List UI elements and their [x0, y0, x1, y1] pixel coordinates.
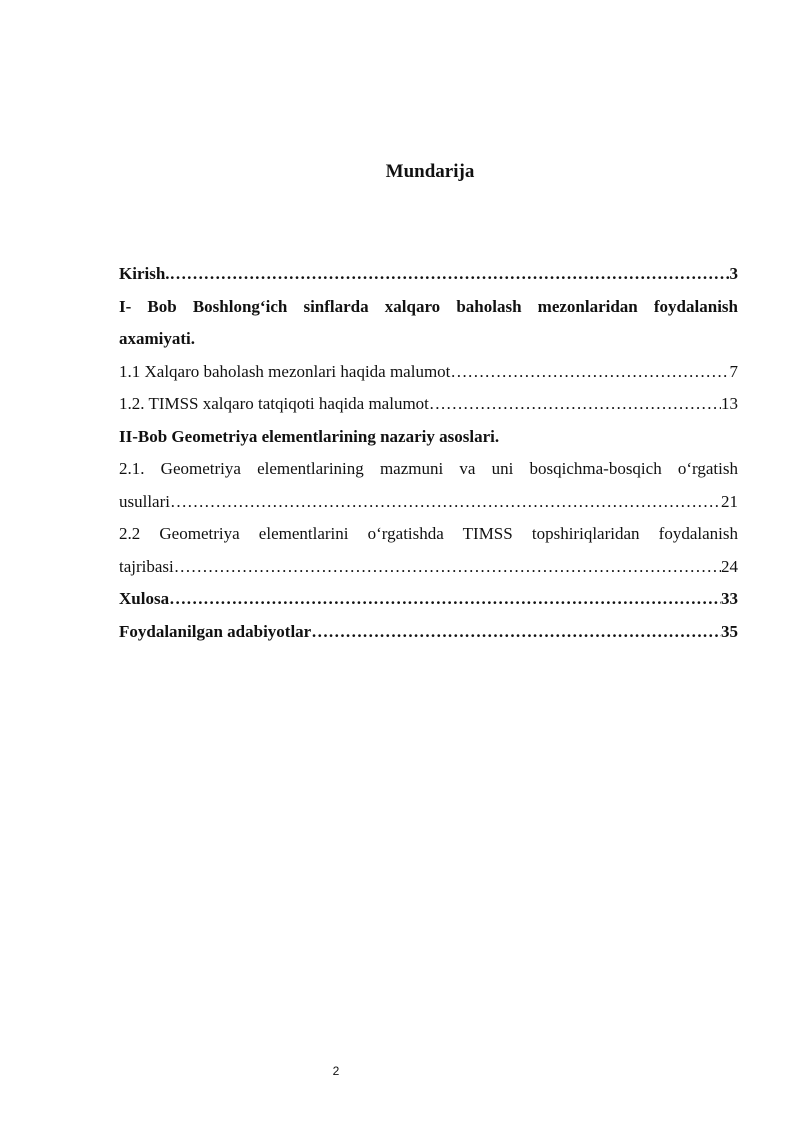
- toc-chapter1-heading-line2: axamiyati.: [119, 329, 196, 348]
- toc-page-number: 13: [721, 394, 738, 413]
- toc-page-number: 7: [729, 361, 738, 381]
- toc-entry-references: [119, 616, 738, 649]
- toc-entry-section-2-1: [119, 486, 738, 519]
- toc-entry-label: usullari: [119, 491, 170, 511]
- toc-entry-section-2-2: [119, 551, 738, 584]
- toc-entry-section-1-1: [119, 356, 738, 389]
- toc-entry-section-2-2-line1: 2.2 Geometriya elementlarini o‘rgatishda TIMSS topshiriqlaridan foydalanish: [119, 524, 738, 543]
- toc-page-number: 21: [721, 491, 738, 511]
- toc-page-number: 24: [721, 556, 738, 576]
- toc-entry-conclusion: [119, 583, 738, 616]
- toc-entry-label: Xulosa: [119, 589, 170, 608]
- toc-entry-label: Foydalanilgan adabiyotlar: [119, 621, 312, 641]
- dot-leader: [170, 258, 730, 291]
- dot-leader: [429, 388, 721, 421]
- toc-entry-label: 1.2. TIMSS xalqaro tatqiqoti haqida malumot: [119, 394, 429, 413]
- dot-leader: [450, 356, 729, 389]
- dot-leader: [174, 551, 721, 584]
- toc-chapter2-heading: II-Bob Geometriya elementlarining nazariy asoslari.: [119, 426, 500, 446]
- dot-leader: [169, 583, 721, 616]
- toc-entry-intro: [119, 258, 738, 291]
- toc-entry-label: 1.1 Xalqaro baholash mezonlari haqida malumot: [119, 361, 451, 381]
- page-title: Mundarija: [385, 161, 475, 182]
- toc-page-number: 3: [729, 264, 738, 283]
- toc-chapter1-heading-line1: I- Bob Boshlong‘ich sinflarda xalqaro baholash mezonlaridan foydalanish: [119, 296, 738, 316]
- toc-entry-section-2-1-line1: 2.1. Geometriya elementlarining mazmuni va uni bosqichma-bosqich o‘rgatish: [119, 459, 738, 478]
- table-of-contents: [119, 258, 738, 648]
- dot-leader: [311, 616, 721, 649]
- dot-leader: [170, 486, 721, 519]
- toc-page-number: 33: [721, 589, 738, 608]
- toc-page-number: 35: [721, 621, 738, 641]
- toc-entry-label: tajribasi: [119, 556, 174, 576]
- toc-entry-section-1-2: [119, 388, 738, 421]
- toc-entry-label: Kirish.: [119, 264, 170, 283]
- page-number: 2: [332, 1064, 340, 1078]
